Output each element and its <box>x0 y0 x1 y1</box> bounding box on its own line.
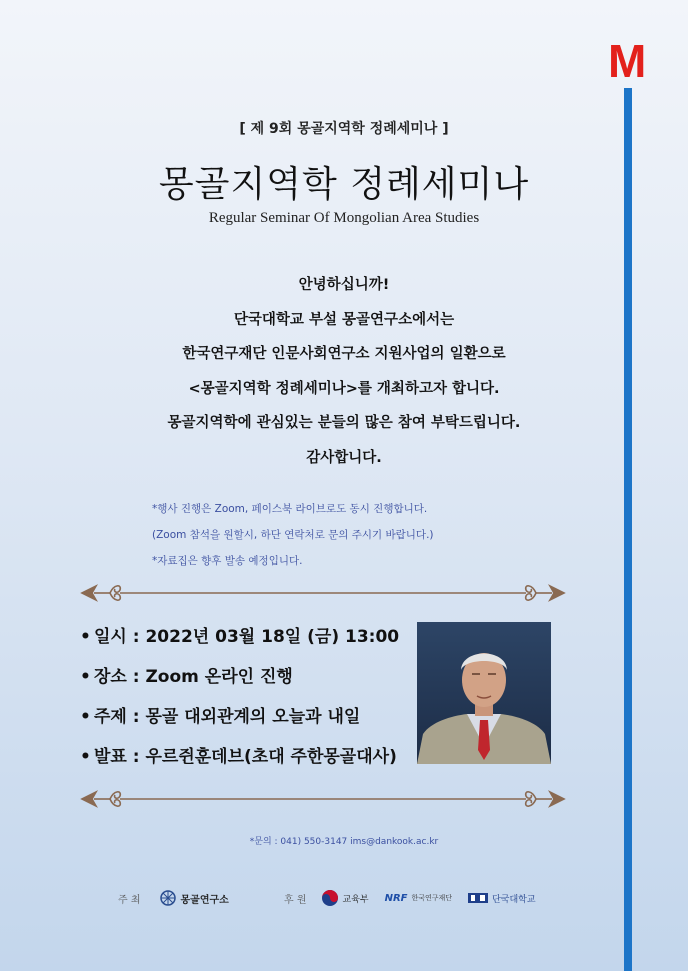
note-line: *행사 진행은 Zoom, 페이스북 라이브로도 동시 진행합니다. <box>152 503 428 515</box>
event-kicker: [ 제 9회 몽골지역학 정례세미나 ] <box>239 121 449 137</box>
dankook-university-icon <box>468 892 488 904</box>
host-name: 몽골연구소 <box>180 894 229 906</box>
host-label: 주 최 <box>118 894 141 906</box>
note-line: (Zoom 참석을 원할시, 하단 연락처로 문의 주시기 바랍니다.) <box>152 529 434 541</box>
ornament-divider-top <box>80 580 566 606</box>
greeting-line: 한국연구재단 인문사회연구소 지원사업의 일환으로 <box>182 346 506 362</box>
sponsor-nrf-logo: NRF <box>384 892 408 904</box>
footer-logos <box>0 886 620 910</box>
greeting-line: <몽골지역학 정례세미나>를 개최하고자 합니다. <box>188 380 500 397</box>
sponsor-moe: 교육부 <box>342 894 369 905</box>
sponsor-label: 후 원 <box>284 894 307 906</box>
event-details <box>80 624 399 784</box>
greeting-line: 안녕하십니까! <box>298 277 390 293</box>
ministry-of-education-icon <box>321 889 339 907</box>
mongolia-institute-icon <box>159 889 177 907</box>
detail-venue <box>80 664 399 704</box>
detail-text: 주제 : 몽골 대외관계의 오늘과 내일 <box>94 707 361 727</box>
page-subtitle: Regular Seminar Of Mongolian Area Studies <box>208 210 480 226</box>
sponsor-nrf-name: 한국연구재단 <box>411 894 453 902</box>
detail-text: 발표 : 우르쥔훈데브(초대 주한몽골대사) <box>94 747 397 767</box>
greeting-line: 단국대학교 부설 몽골연구소에서는 <box>233 311 455 328</box>
detail-date <box>80 624 399 664</box>
bullet-mark: • <box>80 627 91 647</box>
greeting-line: 감사합니다. <box>306 449 382 466</box>
notes-block <box>152 496 434 574</box>
note-line: *자료집은 향후 발송 예정입니다. <box>152 555 303 567</box>
sponsor-dankook: 단국대학교 <box>492 894 536 905</box>
greeting-line: 몽골지역학에 관심있는 분들의 많은 참여 부탁드립니다. <box>167 415 521 431</box>
page-title: 몽골지역학 정례세미나 <box>158 164 530 205</box>
host-group <box>118 886 229 910</box>
detail-text: 일시 : 2022년 03월 18일 (금) 13:00 <box>94 627 400 647</box>
contact-info: *문의 : 041) 550-3147 ims@dankook.ac.kr <box>249 837 439 847</box>
ornament-divider-bottom <box>80 786 566 812</box>
detail-speaker <box>80 744 399 784</box>
greeting-block <box>0 268 688 475</box>
detail-text: 장소 : Zoom 온라인 진행 <box>94 667 293 687</box>
detail-topic <box>80 704 399 744</box>
bullet-mark: • <box>80 707 91 727</box>
bullet-mark: • <box>80 667 91 687</box>
logo-letter: M <box>608 35 646 87</box>
bullet-mark: • <box>80 747 91 767</box>
sponsor-group <box>284 886 536 910</box>
speaker-photo <box>417 622 551 764</box>
